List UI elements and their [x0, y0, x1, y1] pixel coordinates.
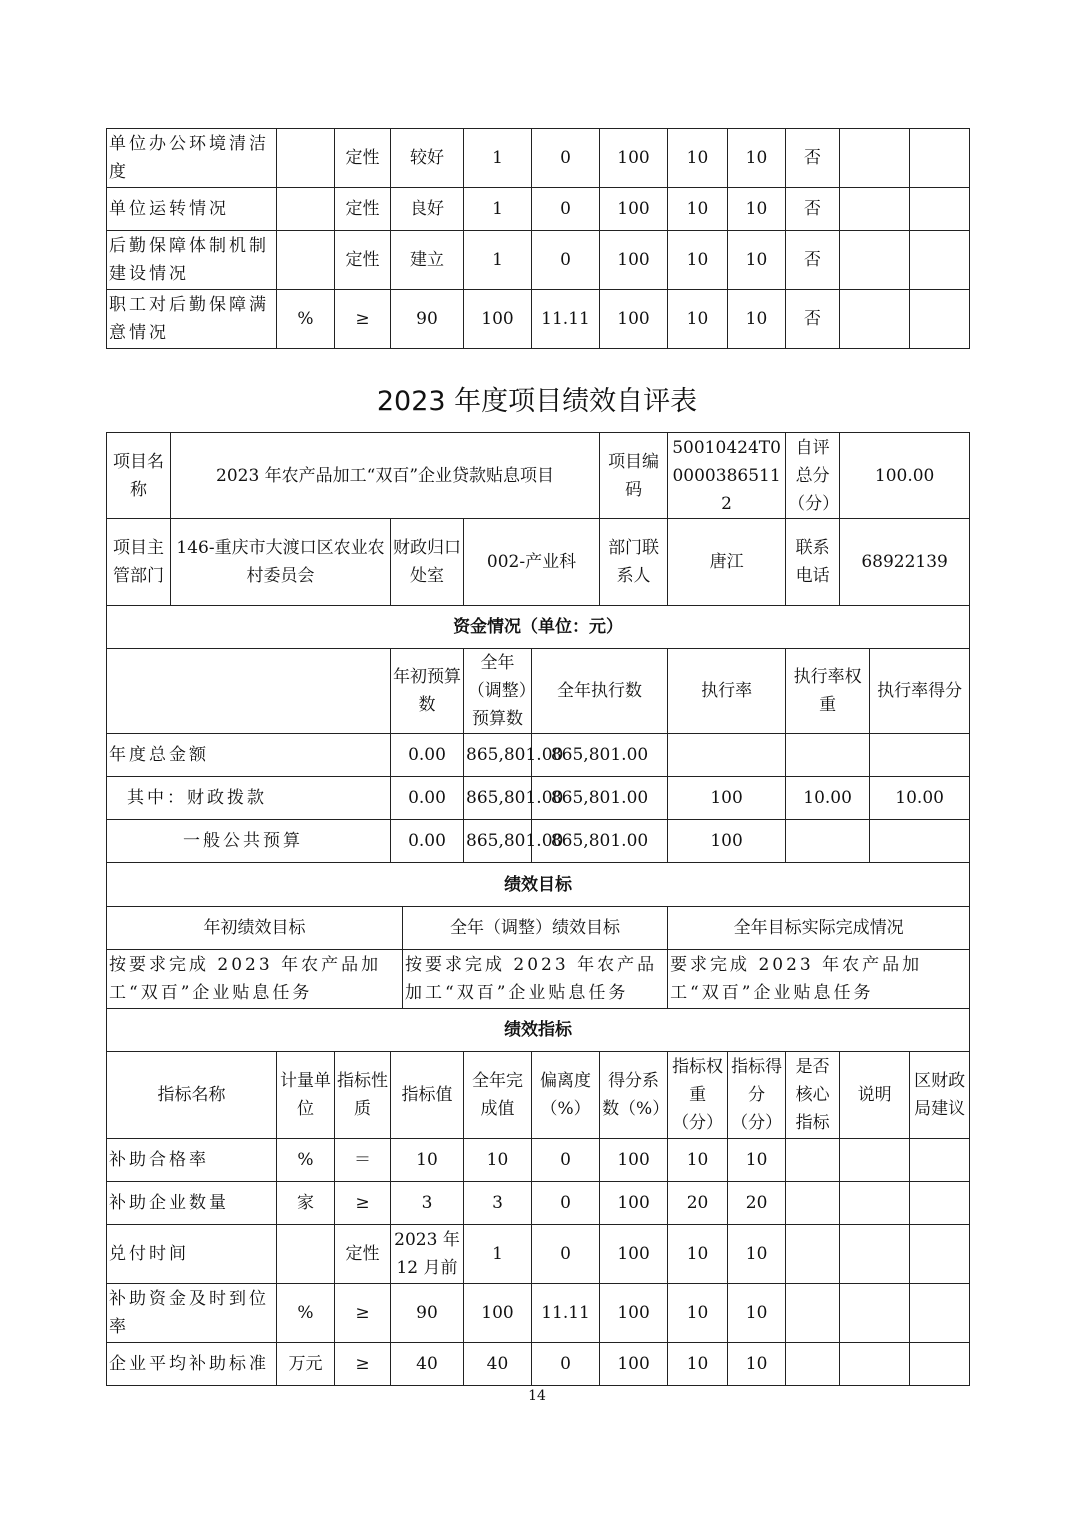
table-cell: 后勤保障体制机制建设情况 [107, 231, 277, 290]
goals-header-row [107, 907, 970, 950]
table-cell: 否 [786, 231, 840, 290]
funds-cell: 865,801.00 [464, 777, 532, 820]
goals-header-initial: 年初绩效目标 [107, 907, 403, 950]
funds-header-row [107, 649, 970, 734]
indicators-section-heading: 绩效指标 [107, 1009, 970, 1052]
project-name-label: 项目名称 [107, 433, 171, 519]
indicator-row [107, 1284, 970, 1343]
table-cell: 职工对后勤保障满意情况 [107, 290, 277, 349]
table-cell: 100 [464, 290, 532, 349]
indicators-section-row [107, 1009, 970, 1052]
project-row-2 [107, 519, 970, 606]
indicator-cell [786, 1139, 840, 1182]
indicator-cell [786, 1284, 840, 1343]
funds-header-executed: 全年执行数 [532, 649, 668, 734]
indicator-cell [840, 1284, 910, 1343]
indicator-row [107, 1139, 970, 1182]
indicator-cell: 0 [532, 1182, 600, 1225]
goal-initial: 按要求完成 2023 年农产品加工“双百”企业贴息任务 [107, 950, 403, 1009]
table-cell [910, 188, 970, 231]
funds-row [107, 777, 970, 820]
indicators-header-row [107, 1052, 970, 1139]
indicator-cell: 万元 [277, 1343, 335, 1386]
indicator-cell: 100 [600, 1225, 668, 1284]
funds-cell [870, 820, 970, 863]
indicator-cell: 100 [464, 1284, 532, 1343]
project-row-1 [107, 433, 970, 519]
indicator-cell [910, 1182, 970, 1225]
indicator-cell: 20 [668, 1182, 728, 1225]
table-cell: 0 [532, 188, 600, 231]
table-cell: 单位办公环境清洁度 [107, 129, 277, 188]
score-label: 自评总分（分） [786, 433, 840, 519]
score-value: 100.00 [840, 433, 970, 519]
table-cell [840, 290, 910, 349]
indicator-cell: 10 [728, 1139, 786, 1182]
table-cell [840, 231, 910, 290]
funds-cell [870, 734, 970, 777]
table-cell: 10 [728, 188, 786, 231]
table-cell: 1 [464, 231, 532, 290]
funds-header-initial: 年初预算数 [391, 649, 464, 734]
table-cell: 0 [532, 231, 600, 290]
indicator-header: 得分系数（%） [600, 1052, 668, 1139]
page-number: 14 [528, 1388, 546, 1404]
table-cell: 单位运转情况 [107, 188, 277, 231]
funds-cell: 0.00 [391, 820, 464, 863]
indicator-header: 指标性质 [335, 1052, 391, 1139]
indicator-cell: 补助合格率 [107, 1139, 277, 1182]
funds-cell: 一般公共预算 [107, 820, 391, 863]
indicator-row [107, 1343, 970, 1386]
indicator-cell: 1 [464, 1225, 532, 1284]
table-cell: 100 [600, 188, 668, 231]
indicator-cell: 补助资金及时到位率 [107, 1284, 277, 1343]
indicator-header: 全年完成值 [464, 1052, 532, 1139]
funds-cell: 10.00 [786, 777, 870, 820]
contact-value: 唐江 [668, 519, 786, 606]
indicator-cell [277, 1225, 335, 1284]
funds-cell: 865,801.00 [464, 820, 532, 863]
indicator-cell: 3 [391, 1182, 464, 1225]
funds-cell: 865,801.00 [532, 820, 668, 863]
indicator-cell: 2023 年 12 月前 [391, 1225, 464, 1284]
table-cell [910, 231, 970, 290]
table-cell: 90 [391, 290, 464, 349]
indicator-cell: 补助企业数量 [107, 1182, 277, 1225]
funds-header-adjusted: 全年（调整）预算数 [464, 649, 532, 734]
phone-value: 68922139 [840, 519, 970, 606]
funds-cell: 865,801.00 [532, 734, 668, 777]
indicator-cell: 11.11 [532, 1284, 600, 1343]
funds-header-rate: 执行率 [668, 649, 786, 734]
table-row [107, 231, 970, 290]
funds-header-blank [107, 649, 391, 734]
indicator-row [107, 1225, 970, 1284]
table-cell: 10 [668, 231, 728, 290]
indicator-cell: 10 [728, 1225, 786, 1284]
indicator-cell: 100 [600, 1343, 668, 1386]
goals-section-heading: 绩效目标 [107, 863, 970, 907]
funds-cell: 10.00 [870, 777, 970, 820]
table-cell [277, 231, 335, 290]
indicator-cell: 10 [668, 1343, 728, 1386]
indicator-cell: 10 [668, 1139, 728, 1182]
table-cell: 10 [728, 290, 786, 349]
table-cell [910, 290, 970, 349]
table-cell: 否 [786, 290, 840, 349]
indicator-cell [786, 1225, 840, 1284]
indicator-row [107, 1182, 970, 1225]
funds-cell: 0.00 [391, 777, 464, 820]
goal-adjusted: 按要求完成 2023 年农产品加工“双百”企业贴息任务 [403, 950, 668, 1009]
table-cell: ≥ [335, 290, 391, 349]
indicator-cell: 40 [391, 1343, 464, 1386]
table-cell: 否 [786, 129, 840, 188]
indicator-cell [786, 1343, 840, 1386]
goals-section-row [107, 863, 970, 907]
indicator-cell: ＝ [335, 1139, 391, 1182]
indicator-cell: 0 [532, 1343, 600, 1386]
indicator-cell [910, 1139, 970, 1182]
indicator-cell [910, 1343, 970, 1386]
prior-indicators-table [106, 128, 970, 349]
funds-cell: 其中：财政拨款 [107, 777, 391, 820]
indicator-header: 计量单位 [277, 1052, 335, 1139]
table-cell: 11.11 [532, 290, 600, 349]
table-cell: 100 [600, 290, 668, 349]
dept-label: 项目主管部门 [107, 519, 171, 606]
funds-cell: 年度总金额 [107, 734, 391, 777]
indicator-cell: 100 [600, 1139, 668, 1182]
funds-cell: 0.00 [391, 734, 464, 777]
table-cell: 否 [786, 188, 840, 231]
table-cell: % [277, 290, 335, 349]
indicator-cell: % [277, 1139, 335, 1182]
goal-actual: 要求完成 2023 年农产品加工“双百”企业贴息任务 [668, 950, 970, 1009]
table-cell: 建立 [391, 231, 464, 290]
indicator-cell [910, 1284, 970, 1343]
table-row [107, 129, 970, 188]
indicator-header: 指标名称 [107, 1052, 277, 1139]
goals-header-adjusted: 全年（调整）绩效目标 [403, 907, 668, 950]
goals-header-actual: 全年目标实际完成情况 [668, 907, 970, 950]
indicator-cell: 10 [668, 1284, 728, 1343]
indicator-cell: 定性 [335, 1225, 391, 1284]
table-cell: 10 [668, 290, 728, 349]
project-code: 50010424T000003865112 [668, 433, 786, 519]
indicator-cell: 10 [391, 1139, 464, 1182]
finance-label: 财政归口处室 [391, 519, 464, 606]
table-cell: 良好 [391, 188, 464, 231]
indicator-cell [910, 1225, 970, 1284]
indicator-cell: 兑付时间 [107, 1225, 277, 1284]
indicator-cell [840, 1225, 910, 1284]
indicator-cell [840, 1182, 910, 1225]
self-evaluation-table [106, 432, 970, 1386]
table-cell: 定性 [335, 129, 391, 188]
funds-section-row [107, 606, 970, 649]
table-cell: 10 [668, 129, 728, 188]
indicator-cell: 企业平均补助标准 [107, 1343, 277, 1386]
indicator-cell: 0 [532, 1225, 600, 1284]
contact-label: 部门联系人 [600, 519, 668, 606]
indicator-cell: 3 [464, 1182, 532, 1225]
indicator-header: 指标值 [391, 1052, 464, 1139]
indicator-header: 区财政局建议 [910, 1052, 970, 1139]
indicator-header: 是否核心指标 [786, 1052, 840, 1139]
indicator-cell: 10 [728, 1343, 786, 1386]
funds-cell: 100 [668, 820, 786, 863]
phone-label: 联系电话 [786, 519, 840, 606]
indicator-cell: 0 [532, 1139, 600, 1182]
indicator-cell: 90 [391, 1284, 464, 1343]
indicator-cell [840, 1139, 910, 1182]
table-cell: 0 [532, 129, 600, 188]
funds-cell: 865,801.00 [532, 777, 668, 820]
indicator-cell: 10 [464, 1139, 532, 1182]
indicator-cell [786, 1182, 840, 1225]
indicator-cell [840, 1343, 910, 1386]
funds-row [107, 734, 970, 777]
page-title: 2023 年度项目绩效自评表 [376, 386, 698, 417]
funds-section-heading: 资金情况（单位：元） [107, 606, 970, 649]
table-cell: 100 [600, 129, 668, 188]
funds-row [107, 820, 970, 863]
indicator-header: 偏离度（%） [532, 1052, 600, 1139]
table-cell: 较好 [391, 129, 464, 188]
funds-cell [668, 734, 786, 777]
indicator-cell: 10 [668, 1225, 728, 1284]
table-cell: 1 [464, 188, 532, 231]
indicator-cell: 家 [277, 1182, 335, 1225]
indicator-cell: 100 [600, 1284, 668, 1343]
table-row [107, 290, 970, 349]
funds-header-score: 执行率得分 [870, 649, 970, 734]
finance-value: 002-产业科 [464, 519, 600, 606]
table-cell [277, 188, 335, 231]
table-cell: 1 [464, 129, 532, 188]
indicator-header: 指标得分（分） [728, 1052, 786, 1139]
table-cell: 10 [728, 231, 786, 290]
indicator-header: 指标权重（分） [668, 1052, 728, 1139]
indicator-cell: 100 [600, 1182, 668, 1225]
funds-header-weight: 执行率权重 [786, 649, 870, 734]
indicator-cell: 20 [728, 1182, 786, 1225]
table-cell: 10 [668, 188, 728, 231]
table-cell [277, 129, 335, 188]
funds-cell: 100 [668, 777, 786, 820]
table-cell [840, 188, 910, 231]
dept-value: 146-重庆市大渡口区农业农村委员会 [171, 519, 391, 606]
table-cell [840, 129, 910, 188]
table-cell: 定性 [335, 231, 391, 290]
table-cell: 定性 [335, 188, 391, 231]
indicator-cell: 10 [728, 1284, 786, 1343]
goals-value-row [107, 950, 970, 1009]
indicator-cell: 40 [464, 1343, 532, 1386]
funds-cell [786, 820, 870, 863]
indicator-cell: % [277, 1284, 335, 1343]
funds-cell: 865,801.00 [464, 734, 532, 777]
indicator-cell: ≥ [335, 1284, 391, 1343]
indicator-cell: ≥ [335, 1182, 391, 1225]
project-name: 2023 年农产品加工“双百”企业贷款贴息项目 [171, 433, 600, 519]
table-cell [910, 129, 970, 188]
indicator-header: 说明 [840, 1052, 910, 1139]
project-code-label: 项目编码 [600, 433, 668, 519]
funds-cell [786, 734, 870, 777]
table-cell: 10 [728, 129, 786, 188]
table-row [107, 188, 970, 231]
indicator-cell: ≥ [335, 1343, 391, 1386]
table-cell: 100 [600, 231, 668, 290]
